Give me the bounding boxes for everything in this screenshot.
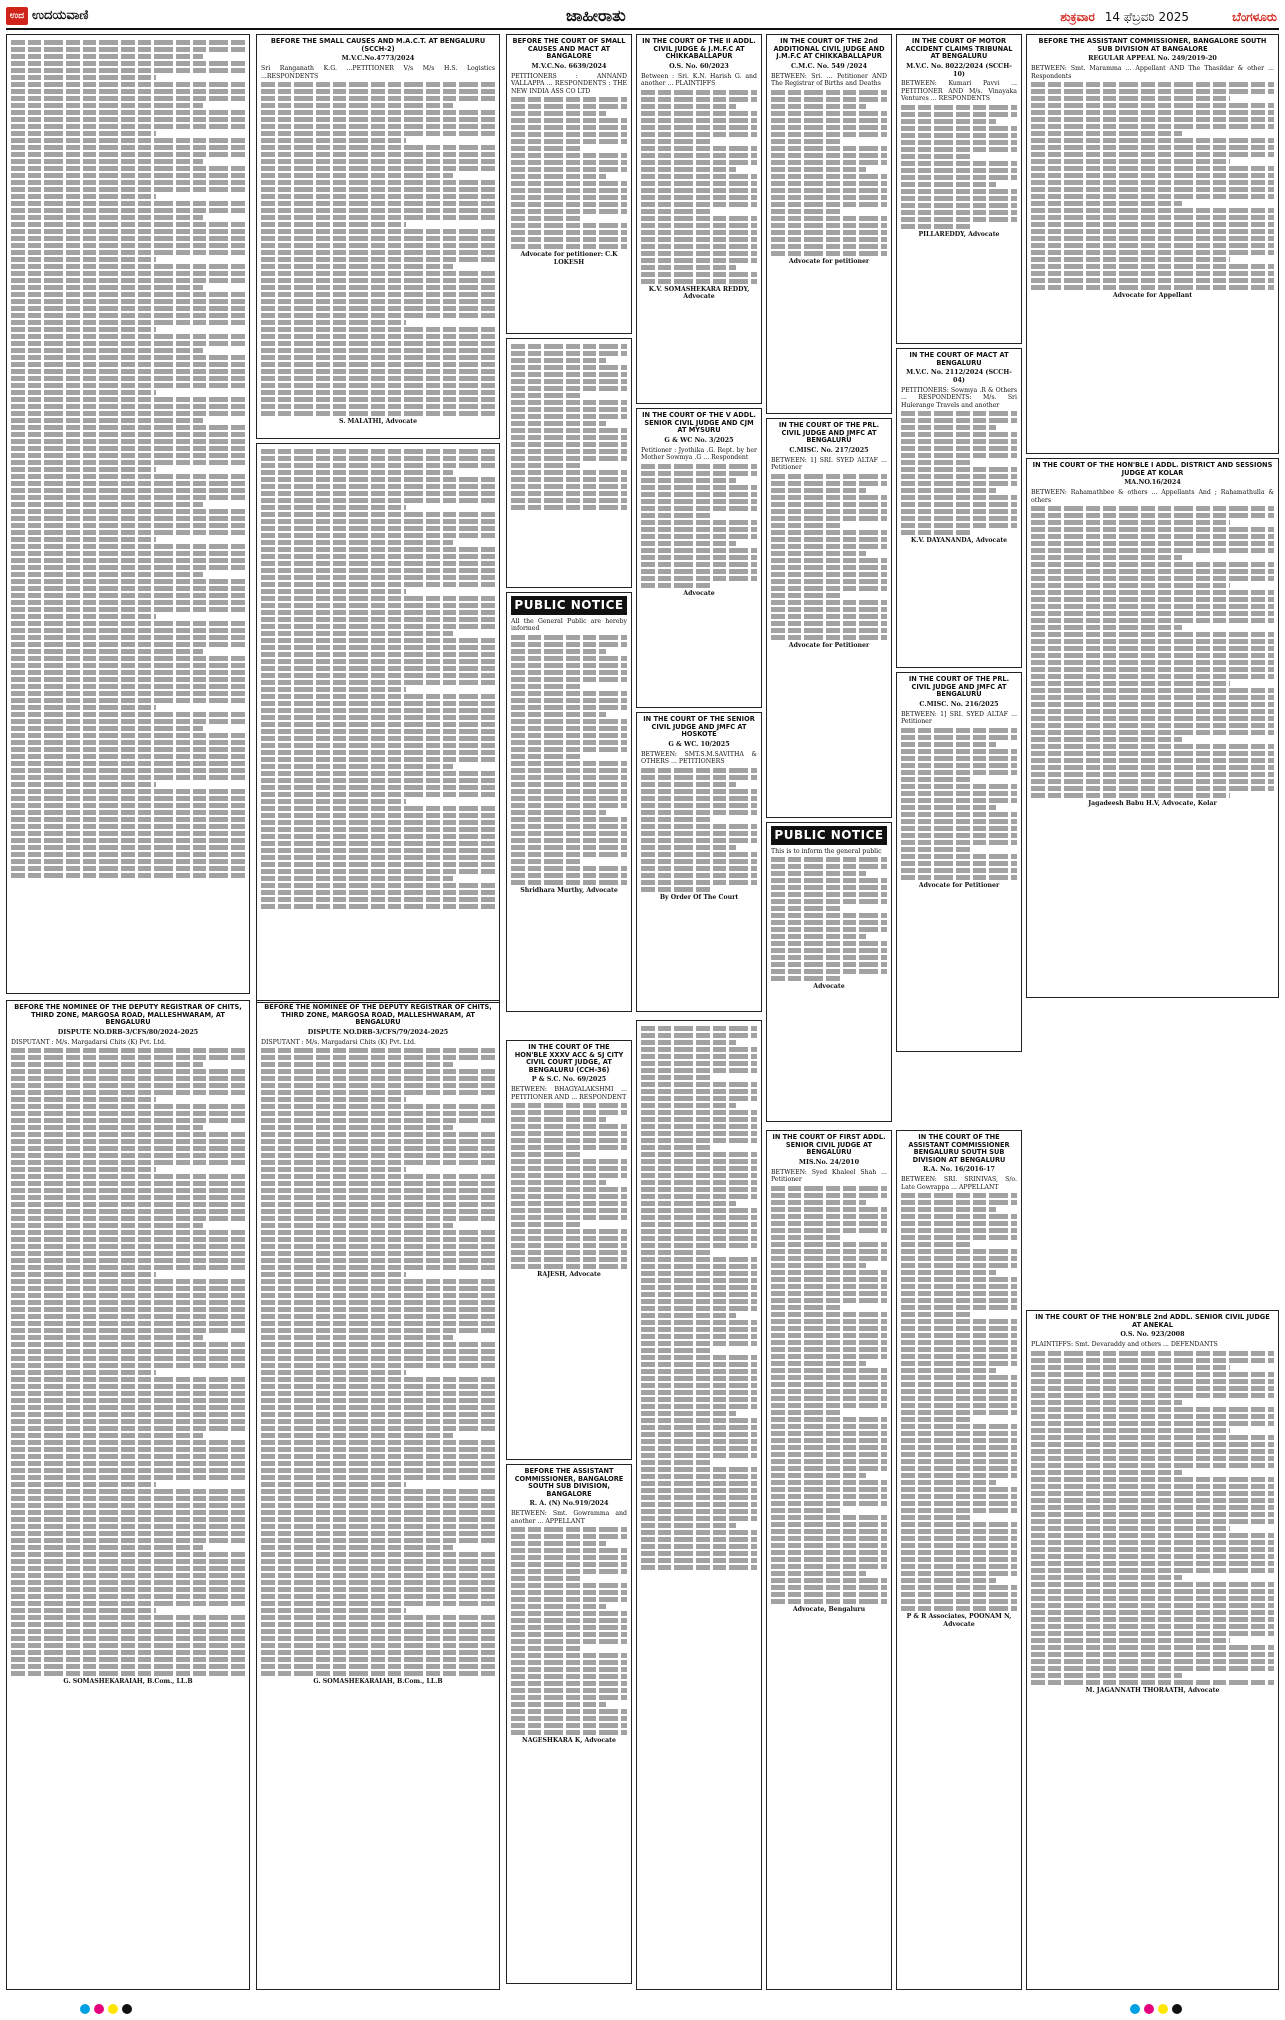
- notice-parties: Sri Ranganath K.G. ...PETITIONER V/s M/s H.S. Logistics ...RESPONDENTS: [261, 64, 495, 80]
- notice-signatory: Advocate for Petitioner: [918, 881, 1000, 889]
- notice-title: IN THE COURT OF THE PRL. CIVIL JUDGE AND JMFC AT BENGALURU: [778, 421, 880, 445]
- notice-signatory: RAJESH, Advocate: [537, 1271, 601, 1279]
- notice-psc-69-2025: [506, 1040, 632, 1460]
- notice-signatory: K.V. DAYANANDA, Advocate: [910, 537, 1008, 545]
- notice-signatory: Advocate, Bengaluru: [792, 1605, 866, 1613]
- notice-title: IN THE COURT OF THE V ADDL. SENIOR CIVIL JUDGE AND CJM AT MYSURU: [642, 411, 756, 435]
- column-4-lower: [636, 1020, 762, 1994]
- notice-cmisc-216: [896, 672, 1022, 1052]
- notice-case-number: R. A. (N) No.919/2024: [529, 1499, 609, 1508]
- notice-case-number: C.MISC. No. 217/2025: [789, 445, 869, 454]
- notice-ma-16-2024: [1026, 458, 1279, 998]
- yellow-dot: [108, 2004, 118, 2014]
- magenta-dot: [1144, 2004, 1154, 2014]
- notice-title: IN THE COURT OF THE HON'BLE XXXV ACC & SJ CITY CIVIL COURT JUDGE, AT BENGALURU (CCH-36): [514, 1043, 624, 1074]
- notice-parties: PETITIONERS: Sowmya .R & Others ... RESPONDENTS: M/s. Sri Hulerange Travels and another: [901, 386, 1017, 409]
- notice-parties: Between : Sri. K.N. Harish G. and another ... PLAINTIFFS: [641, 72, 757, 88]
- notice-parties: BETWEEN: 1] SRI. SYED ALTAF ... Petitioner: [771, 456, 887, 472]
- notice-case-number: M.V.C. No. 8022/2024 (SCCH-10): [906, 61, 1012, 78]
- issue-day: ಶುಕ್ರವಾರ: [1060, 10, 1095, 24]
- public-notice-banner: PUBLIC NOTICE: [771, 826, 887, 845]
- notice-signatory: G. SOMASHEKARAIAH, B.Com., LL.B: [63, 1678, 193, 1686]
- notice-title: IN THE COURT OF THE 2nd ADDITIONAL CIVIL JUDGE AND J.M.F.C AT CHIKKABALLAPUR: [773, 37, 885, 61]
- masthead: [6, 4, 1279, 30]
- notice-case-number: DISPUTE NO.DRB-3/CFS/80/2024-2025: [57, 1027, 199, 1036]
- notice-kannada-2: [256, 443, 500, 1003]
- notice-case-number: M.V.C. No. 2112/2024 (SCCH-04): [906, 368, 1012, 384]
- notice-cmc-549: [766, 34, 892, 414]
- notice-signatory: P & R Associates, POONAM N, Advocate: [906, 1613, 1012, 1628]
- notice-ra-919-2024: [506, 1464, 632, 1984]
- notice-case-number: O.S. No. 923/2008: [1120, 1330, 1185, 1339]
- color-registration-left: [80, 2004, 132, 2014]
- section-title: ಜಾಹೀರಾತು: [566, 6, 626, 25]
- notice-signatory: Advocate: [813, 983, 845, 991]
- notice-chit-dispute-79: [256, 1000, 500, 1990]
- notice-title: IN THE COURT OF THE SENIOR CIVIL JUDGE AND JMFC AT HOSKOTE: [643, 715, 755, 739]
- notice-title: IN THE COURT OF THE HON'BLE 2nd ADDL. SENIOR CIVIL JUDGE AT ANEKAL: [1035, 1313, 1270, 1329]
- notice-signatory: K.V. SOMASHEKARA REDDY, Advocate: [648, 285, 750, 301]
- notice-signatory: Jagadeesh Babu H.V, Advocate, Kolar: [1088, 800, 1217, 808]
- notice-cmisc-217: [766, 418, 892, 818]
- cyan-dot: [80, 2004, 90, 2014]
- notice-mvc-8022: [896, 34, 1022, 344]
- notice-parties: BETWEEN: Kumari Pavvi ... PETITIONER AND M/s. Vinayaka Ventures ... RESPONDENTS: [901, 80, 1017, 103]
- notice-signatory: NAGESHKARA K, Advocate: [522, 1737, 616, 1745]
- column-5-lower: [766, 1130, 892, 1994]
- issue-date-text: 14 ಫೆಬ್ರವರಿ 2025: [1104, 10, 1189, 24]
- notice-parties: BETWEEN: 1] SRI. SYED ALTAF ... Petitioner: [901, 710, 1017, 726]
- notice-signatory: Shridhara Murthy, Advocate: [520, 886, 618, 894]
- notice-parties: BETWEEN: Rahamathbee & others ... Appellants And ; Rahamathulla & others: [1031, 488, 1274, 504]
- notice-case-number: G & WC. 10/2025: [668, 739, 730, 748]
- notice-signatory: By Order Of The Court: [659, 893, 739, 901]
- notice-title: BEFORE THE ASSISTANT COMMISSIONER, BANGALORE SOUTH SUB DIVISION, BANGALORE: [514, 1467, 624, 1498]
- notice-title: IN THE COURT OF THE ASSISTANT COMMISSIONER BENGALURU SOUTH SUB DIVISION AT BENGALURU: [908, 1133, 1010, 1164]
- edition-city: ಬೆಂಗಳೂರು: [1232, 10, 1277, 24]
- notice-signatory: S. MALATHI, Advocate: [338, 418, 418, 426]
- notice-signatory: M. JAGANNATH THORAATH, Advocate: [1085, 1686, 1220, 1694]
- notice-signatory: Advocate for Appellant: [1112, 292, 1193, 300]
- notice-os-60-2023: [636, 34, 762, 404]
- black-dot: [122, 2004, 132, 2014]
- notice-case-number: MIS.No. 24/2010: [798, 1157, 860, 1166]
- public-notice-banner: PUBLIC NOTICE: [511, 596, 627, 615]
- notice-case-number: DISPUTE NO.DRB-3/CFS/79/2024-2025: [307, 1027, 449, 1036]
- notice-parties: DISPUTANT : M/s. Margadarsi Chits (K) Pvt. Ltd.: [261, 1038, 416, 1046]
- notice-title: IN THE COURT OF MACT AT BENGALURU: [909, 351, 1009, 367]
- notice-title: IN THE COURT OF THE HON'BLE I ADDL. DISTRICT AND SESSIONS JUDGE AT KOLAR: [1032, 461, 1273, 477]
- notice-parties: DISPUTANT : M/s. Margadarsi Chits (K) Pvt. Ltd.: [11, 1038, 166, 1046]
- black-dot: [1172, 2004, 1182, 2014]
- notice-mvc-2112: [896, 348, 1022, 668]
- notice-signatory: Advocate for petitioner: C.K LOKESH: [520, 251, 618, 266]
- column-2-lower: [256, 1000, 500, 1994]
- column-6-lower: [896, 1130, 1022, 1994]
- notice-parties: BETWEEN: Smt. Maramma ... Appellant AND The Thasildar & other ... Respondents: [1031, 64, 1274, 80]
- notice-case-number: C.M.C. No. 549 /2024: [790, 61, 868, 70]
- notice-case-number: R.A. No. 16/2016-17: [923, 1165, 995, 1174]
- notice-parties: PETITIONERS : ANNAND VALLAPPA ... RESPONDENTS : THE NEW INDIA ASS CO LTD: [511, 72, 627, 95]
- notice-title: BEFORE THE COURT OF SMALL CAUSES AND MACT AT BANGALORE: [512, 37, 626, 61]
- notice-signatory: Advocate: [683, 589, 715, 597]
- notice-title: IN THE COURT OF THE II ADDL. CIVIL JUDGE & J.M.F.C AT CHIKKABALLAPUR: [642, 37, 756, 61]
- notice-mvc-6639: [506, 34, 632, 334]
- notice-public-1: [506, 592, 632, 1012]
- issue-date: [1060, 10, 1189, 25]
- notice-gwc-10-2025: [636, 712, 762, 1012]
- notice-case-number: M.V.C.No. 6639/2024: [531, 61, 607, 70]
- notice-case-number: C.MISC. No. 216/2025: [919, 699, 999, 708]
- notice-parties: Petitioner : Jyothika .G. Rept. by her Mother Sowmya .G ... Respondent: [641, 446, 757, 462]
- notice-os-923-2008: [1026, 1310, 1279, 1990]
- notice-case-number: REGULAR APPEAL No. 249/2019-20: [1088, 54, 1217, 63]
- notice-parties: BETWEEN: SRI. SRINIVAS, S/o. Late Gowrappa ... APPELLANT: [901, 1176, 1017, 1191]
- notice-case-number: G & WC No. 3/2025: [664, 435, 734, 444]
- notice-case-number: P & S.C. No. 69/2025: [531, 1075, 607, 1084]
- notice-mis-24-2010: [766, 1130, 892, 1990]
- notice-parties: All the General Public are hereby informed: [511, 617, 627, 633]
- notice-kannada-3: [506, 338, 632, 588]
- notice-signatory: Advocate for petitioner: [788, 257, 870, 265]
- notice-title: BEFORE THE SMALL CAUSES AND M.A.C.T. AT BENGALURU (SCCH-2): [270, 37, 486, 53]
- notice-regular-appeal-249: [1026, 34, 1279, 454]
- notice-case-number: O.S. No. 60/2023: [669, 61, 729, 70]
- color-registration-right: [1130, 2004, 1182, 2014]
- yellow-dot: [1158, 2004, 1168, 2014]
- column-1-lower: [6, 1000, 250, 1994]
- notice-title: BEFORE THE ASSISTANT COMMISSIONER, BANGALORE SOUTH SUB DIVISION AT BANGALORE: [1038, 37, 1267, 53]
- newspaper-logo: ಉದ: [6, 7, 28, 25]
- notice-signatory: G. SOMASHEKARAIAH, B.Com., LL.B: [313, 1678, 443, 1686]
- notice-signatory: Advocate for Petitioner: [788, 641, 870, 649]
- notice-case-number: MA.NO.16/2024: [1124, 478, 1181, 487]
- notice-chit-dispute-80: [6, 1000, 250, 1990]
- notice-scch2: [256, 34, 500, 439]
- magenta-dot: [94, 2004, 104, 2014]
- notice-parties: BETWEEN: Sri. ... Petitioner AND The Registrar of Births and Deaths: [771, 72, 887, 88]
- notice-parties: BETWEEN: BHAGYALAKSHMI ... PETITIONER AND ... RESPONDENT: [511, 1086, 627, 1101]
- notice-gwc-3-2025: [636, 408, 762, 708]
- notice-signatory: PILLAREDDY, Advocate: [918, 231, 1000, 239]
- notice-parties: This is to inform the general public: [771, 847, 882, 855]
- notice-parties: BETWEEN: SMT.S.M.SAVITHA & OTHERS ... PETITIONERS: [641, 750, 757, 766]
- notice-title: IN THE COURT OF FIRST ADDL. SENIOR CIVIL JUDGE AT BENGALURU: [772, 1133, 886, 1157]
- notice-title: IN THE COURT OF MOTOR ACCIDENT CLAIMS TRIBUNAL AT BENGALURU: [905, 37, 1013, 61]
- cyan-dot: [1130, 2004, 1140, 2014]
- notice-ra-16-2016: [896, 1130, 1022, 1990]
- notice-title: IN THE COURT OF THE PRL. CIVIL JUDGE AND JMFC AT BENGALURU: [908, 675, 1010, 699]
- notice-parties: BETWEEN: Syed Khaleel Shah ... Petitioner: [771, 1168, 887, 1184]
- notice-kannada-4: [636, 1020, 762, 1990]
- notice-title: BEFORE THE NOMINEE OF THE DEPUTY REGISTRAR OF CHITS, THIRD ZONE, MARGOSA ROAD, MALLESHWARAM, AT BENGALURU: [14, 1003, 242, 1027]
- notice-title: BEFORE THE NOMINEE OF THE DEPUTY REGISTRAR OF CHITS, THIRD ZONE, MARGOSA ROAD, MALLESHWARAM, AT BENGALURU: [264, 1003, 492, 1027]
- notice-public-2: [766, 822, 892, 1122]
- column-7-lower: [1026, 1310, 1279, 1994]
- notice-parties: BETWEEN: Smt. Gowramma and another ... APPELLANT: [511, 1510, 627, 1525]
- column-3-lower: [506, 1040, 632, 1994]
- notice-case-number: M.V.C.No.4773/2024: [341, 54, 415, 63]
- notice-kannada-1: [6, 34, 250, 994]
- notice-parties: PLAINTIFFS: Smt. Devaraddy and others ... DEFENDANTS: [1031, 1340, 1218, 1348]
- print-registration-marks: [0, 1998, 1285, 2020]
- newspaper-name: ಉದಯವಾಣಿ: [32, 8, 89, 24]
